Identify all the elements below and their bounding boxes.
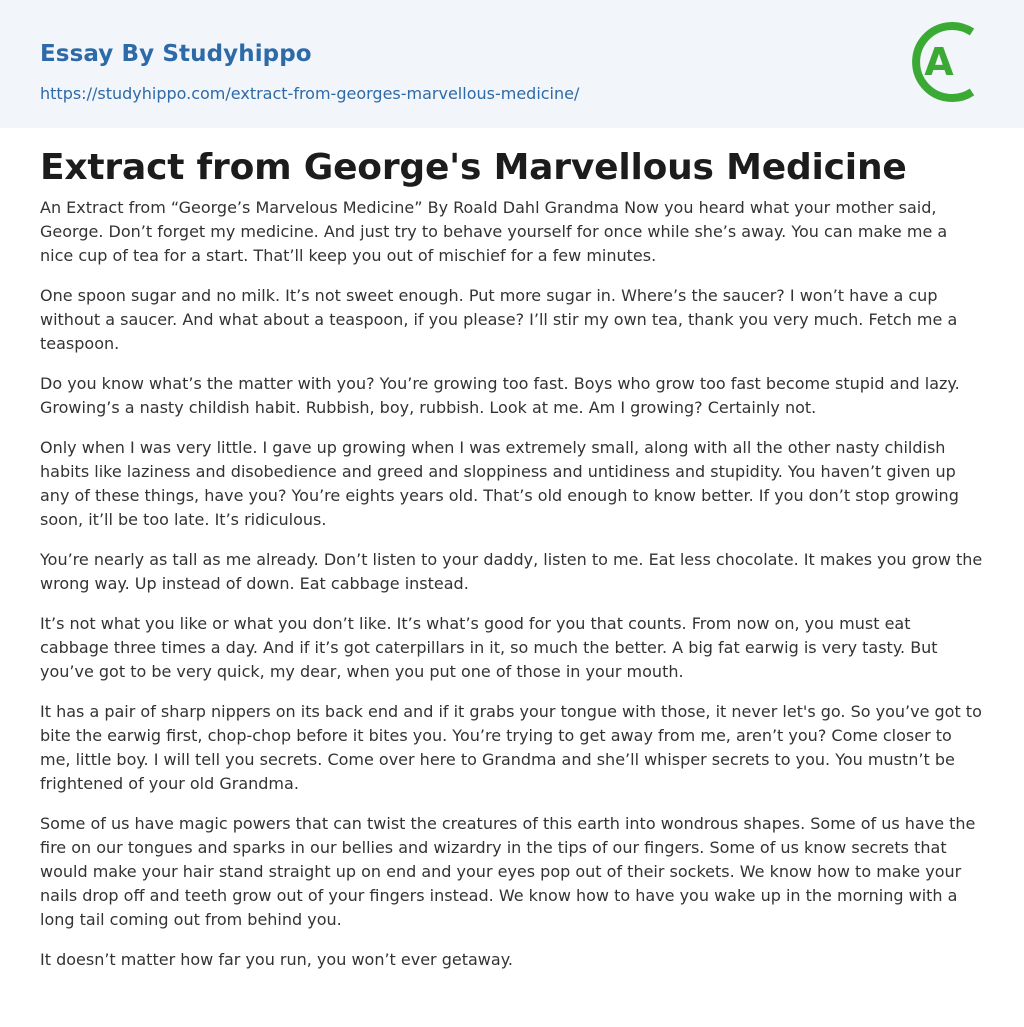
article-paragraph: One spoon sugar and no milk. It’s not sweet enough. Put more sugar in. Where’s the saucer? I won’t have a cup without a saucer. And what about a teaspoon, if you please? I’ll stir my own tea, thank you very much. Fetch me a teaspoon.: [40, 286, 958, 353]
article-paragraph: It’s not what you like or what you don’t like. It’s what’s good for you that counts. From now on, you must eat cabbage three times a day. And if it’s got caterpillars in it, so much the better. A big fat earwig is very tasty. But you’ve got to be very quick, my dear, when you put one of those in your mouth.: [40, 614, 938, 681]
brand-title[interactable]: Essay By Studyhippo: [40, 41, 312, 67]
article-paragraph: Do you know what’s the matter with you? You’re growing too fast. Boys who grow too fast become stupid and lazy. Growing’s a nasty childish habit. Rubbish, boy, rubbish. Look at me. Am I growing? Certainly not.: [40, 374, 960, 417]
article-paragraph: You’re nearly as tall as me already. Don’t listen to your daddy, listen to me. Eat less chocolate. It makes you grow the wrong way. Up instead of down. Eat cabbage instead.: [40, 550, 983, 593]
article-paragraph: It has a pair of sharp nippers on its back end and if it grabs your tongue with those, it never let's go. So you’ve got to bite the earwig first, chop-chop before it bites you. You’re trying to get away from me, aren’t you? Come closer to me, little boy. I will tell you secrets. Come over here to Grandma and she’ll whisper secrets to you. You mustn’t be frightened of your old Grandma.: [40, 702, 982, 793]
article: [0, 128, 1024, 972]
article-title: Extract from George's Marvellous Medicine: [40, 147, 907, 188]
article-paragraph: Some of us have magic powers that can twist the creatures of this earth into wondrous shapes. Some of us have the fire on our tongues and sparks in our bellies and wizardry in the tips of our fingers. Some of us know secrets that would make your hair stand straight up on end and your eyes pop out of their sockets. We know how to make your nails drop off and teeth grow out of your fingers instead. We know how to have you wake up in the morning with a long tail coming out from behind you.: [40, 814, 976, 929]
article-paragraph: It doesn’t matter how far you run, you won’t ever getaway.: [40, 950, 513, 969]
site-header: [0, 0, 1024, 128]
source-url-link[interactable]: https://studyhippo.com/extract-from-georges-marvellous-medicine/: [40, 84, 580, 103]
studyhippo-logo-icon[interactable]: [904, 18, 988, 106]
article-paragraph: Only when I was very little. I gave up growing when I was extremely small, along with all the other nasty childish habits like laziness and disobedience and greed and sloppiness and untidiness and stupidity. You haven’t given up any of these things, have you? You’re eights years old. That’s old enough to know better. If you don’t stop growing soon, it’ll be too late. It’s ridiculous.: [40, 438, 959, 529]
article-paragraph: An Extract from “George’s Marvelous Medicine” By Roald Dahl Grandma Now you heard what your mother said, George. Don’t forget my medicine. And just try to behave yourself for once while she’s away. You can make me a nice cup of tea for a start. That’ll keep you out of mischief for a few minutes.: [40, 198, 948, 265]
logo-letter: A: [924, 40, 954, 84]
